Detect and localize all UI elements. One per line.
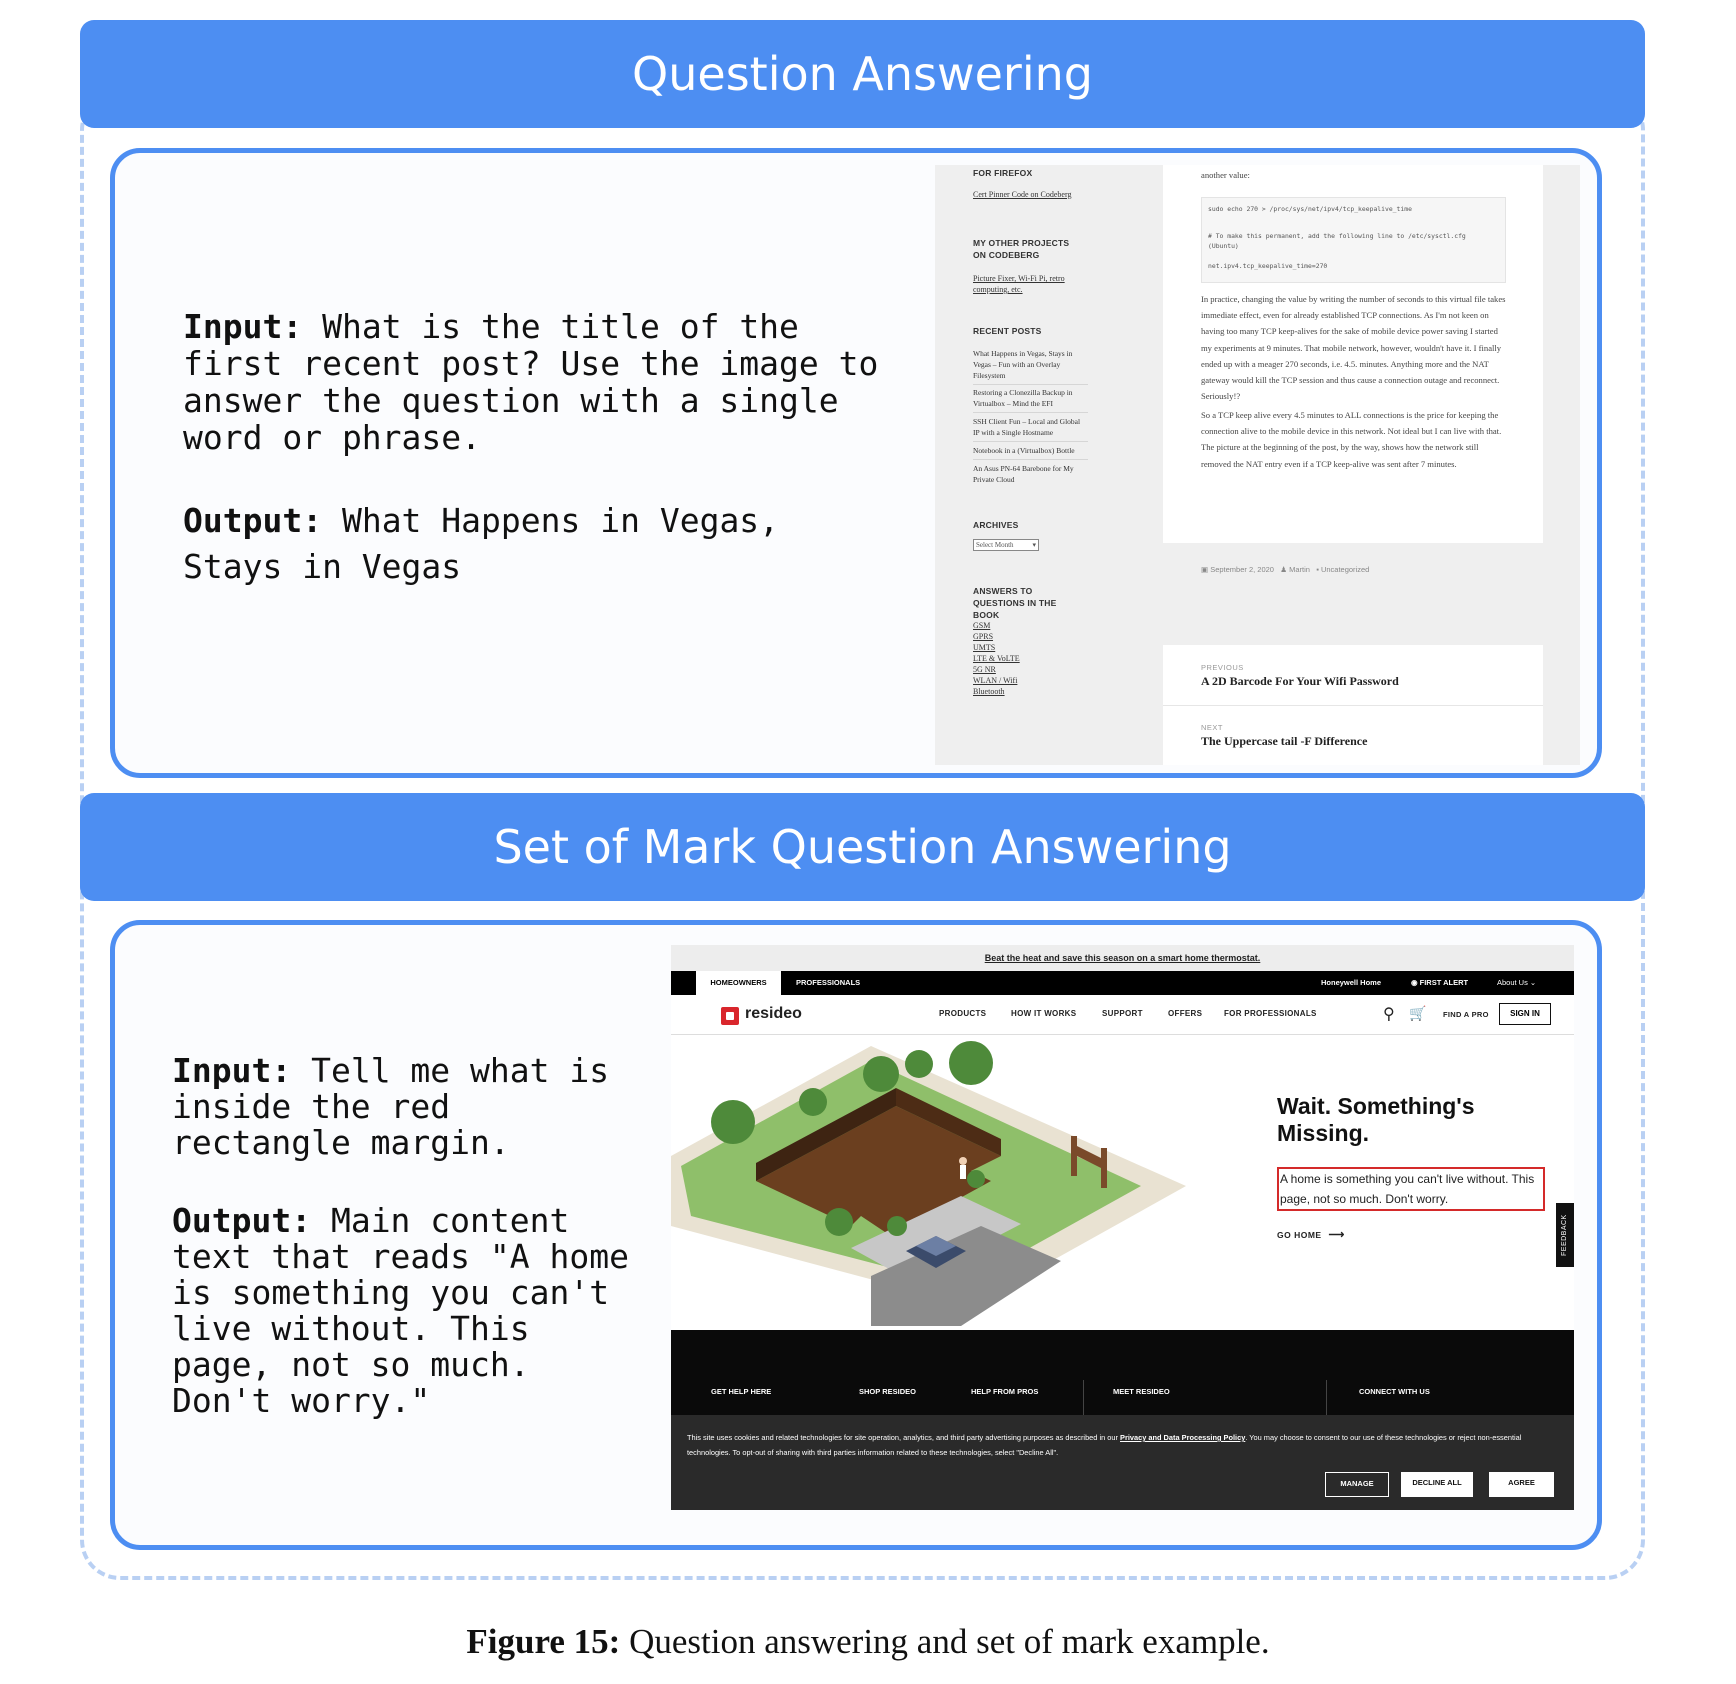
hero-title: Wait. Something's Missing. <box>1277 1093 1475 1146</box>
chevron-down-icon: ▾ <box>1032 541 1036 549</box>
sign-in-button[interactable]: SIGN IN <box>1499 1003 1551 1025</box>
input-text: What is the title of the first recent post? Use the image to answer the question with a single word or phrase. <box>183 307 879 457</box>
qa-input <box>183 308 883 456</box>
output-text: What Happens in Vegas, Stays in Vegas <box>183 501 780 586</box>
nav-divider <box>1163 705 1543 706</box>
output-label: Output: <box>183 501 323 540</box>
cookie-banner <box>671 1415 1574 1510</box>
recent-post-item[interactable]: What Happens in Vegas, Stays in Vegas – Fun with an Overlay Filesystem <box>973 348 1088 385</box>
resideo-screenshot <box>671 945 1574 1510</box>
first-alert-label: FIRST ALERT <box>1419 978 1469 987</box>
banner-title: Question Answering <box>632 47 1093 101</box>
cookie-notice <box>687 1430 1557 1460</box>
resideo-logo-text[interactable]: resideo <box>745 1005 802 1022</box>
recent-post-item[interactable]: Notebook in a (Virtualbox) Bottle <box>973 445 1088 460</box>
resideo-logo-icon[interactable] <box>721 1007 739 1025</box>
tab-homeowners[interactable]: HOMEOWNERS <box>696 971 781 995</box>
main-navbar <box>671 995 1574 1035</box>
nav-for-professionals[interactable]: FOR PROFESSIONALS <box>1224 1009 1317 1018</box>
post-category[interactable]: Uncategorized <box>1320 565 1370 574</box>
input-label: Input: <box>172 1051 292 1090</box>
book-link[interactable]: WLAN / Wifi <box>973 676 1018 685</box>
hero-description: A home is something you can't live without. This page, not so much. Don't worry. <box>1277 1167 1545 1211</box>
code-line: # To make this permanent, add the following line to /etc/sysctl.cfg (Ubuntu) <box>1208 232 1466 250</box>
set-of-mark-banner <box>80 793 1645 901</box>
first-alert-icon: ◉ <box>1411 978 1418 987</box>
nav-how-it-works[interactable]: HOW IT WORKS <box>1011 1009 1077 1018</box>
footer-heading: MEET RESIDEO <box>1113 1387 1170 1396</box>
footer-heading: CONNECT WITH US <box>1359 1387 1430 1396</box>
figure-caption <box>0 1622 1736 1662</box>
nav-products[interactable]: PRODUCTS <box>939 1009 987 1018</box>
manage-button[interactable]: MANAGE <box>1325 1472 1389 1497</box>
som-panel <box>110 920 1602 1550</box>
person <box>959 1157 967 1179</box>
sidebar-link[interactable]: Picture Fixer, Wi-Fi Pi, retro computing, etc. <box>973 274 1065 294</box>
footer-divider <box>1083 1380 1084 1420</box>
footer-heading: HELP FROM PROS <box>971 1387 1039 1396</box>
sidebar-heading: RECENT POSTS <box>973 326 1042 336</box>
calendar-icon: ▣ <box>1201 565 1209 574</box>
prev-post-link[interactable]: A 2D Barcode For Your Wifi Password <box>1201 674 1399 688</box>
next-post-link[interactable]: The Uppercase tail -F Difference <box>1201 734 1368 748</box>
qa-output <box>183 498 883 590</box>
cart-icon[interactable]: 🛒 <box>1409 1005 1427 1021</box>
qa-panel <box>110 148 1602 778</box>
post-meta <box>1201 565 1369 574</box>
input-label: Input: <box>183 307 303 346</box>
recent-post-item[interactable]: An Asus PN-64 Barebone for My Private Cloud <box>973 464 1074 484</box>
book-link[interactable]: GPRS <box>973 632 994 641</box>
sidebar-heading: MY OTHER PROJECTS ON CODEBERG <box>973 238 1070 260</box>
blog-screenshot <box>935 165 1580 765</box>
book-link[interactable]: 5G NR <box>973 665 996 674</box>
audience-bar <box>671 971 1574 995</box>
promo-banner[interactable]: Beat the heat and save this season on a smart home thermostat. <box>671 945 1574 971</box>
cookie-text: This site uses cookies and related technologies for site operation, analytics, and third party advertising purposes as described in our <box>687 1433 1118 1442</box>
privacy-policy-link[interactable]: Privacy and Data Processing Policy <box>1120 1433 1246 1442</box>
tab-professionals[interactable]: PROFESSIONALS <box>796 978 861 987</box>
post-date[interactable]: September 2, 2020 <box>1210 565 1274 574</box>
caption-text: Question answering and set of mark example. <box>629 1622 1270 1661</box>
blog-main <box>1163 165 1543 765</box>
output-text: Main content text that reads "A home is something you can't live without. This page, not so much. Don't worry." <box>172 1201 629 1420</box>
arrow-right-icon: ⟶ <box>1328 1229 1345 1241</box>
recent-post-item[interactable]: Restoring a Clonezilla Backup in Virtualbox – Mind the EFI <box>973 387 1088 413</box>
find-a-pro-link[interactable]: FIND A PRO <box>1443 1010 1489 1019</box>
next-label: NEXT <box>1201 723 1224 732</box>
som-input <box>172 1053 642 1161</box>
caption-label: Figure 15: <box>466 1622 621 1661</box>
post-body-card <box>1163 165 1543 543</box>
qa-text-block <box>183 308 883 632</box>
footer-heading: SHOP RESIDEO <box>859 1387 916 1396</box>
question-answering-banner <box>80 20 1645 128</box>
user-icon: ♟ <box>1280 565 1287 574</box>
som-text-block <box>172 1053 642 1461</box>
recent-post-item[interactable]: SSH Client Fun – Local and Global IP with a Single Hostname <box>973 416 1088 442</box>
honeywell-link[interactable]: Honeywell Home <box>1321 978 1382 987</box>
book-link[interactable]: LTE & VoLTE <box>973 654 1020 663</box>
nav-offers[interactable]: OFFERS <box>1168 1009 1203 1018</box>
code-block <box>1201 197 1506 283</box>
input-text: Tell me what is inside the red rectangle margin. <box>172 1051 610 1162</box>
archive-select-value: Select Month <box>976 541 1014 549</box>
output-label: Output: <box>172 1201 312 1240</box>
code-line: net.ipv4.tcp_keepalive_time=270 <box>1208 262 1328 270</box>
footer-divider <box>1326 1380 1327 1420</box>
post-paragraph: In practice, changing the value by writing the number of seconds to this virtual file takes immediate effect, even for already established TCP connections. As I'm not keen on having too many TCP keep-alives for the sake of mobile device power saving I started my experiments at 9 minutes. That mobile network, however, wouldn't have it. I finally ended up with a meager 270 seconds, i.e. 4.5. minutes. Anything more and the NAT gateway would kill the TCP session and thus cause a connection outage and reconnect. Seriously!? <box>1201 294 1506 402</box>
book-link[interactable]: UMTS <box>973 643 996 652</box>
book-link[interactable]: GSM <box>973 621 991 630</box>
post-author[interactable]: Martin <box>1289 565 1310 574</box>
go-home-link[interactable] <box>1277 1228 1345 1241</box>
missing-house-illustration <box>671 1036 1231 1330</box>
nav-support[interactable]: SUPPORT <box>1102 1009 1143 1018</box>
cookie-text: . You may choose to consent to our use of these technologies or reject non-essential technologies. To opt-out of sharing with third parties information related to these technologies, select "Decline All". <box>687 1433 1522 1457</box>
som-output <box>172 1203 642 1419</box>
prev-label: PREVIOUS <box>1201 663 1244 672</box>
code-line: sudo echo 270 > /proc/sys/net/ipv4/tcp_keepalive_time <box>1208 205 1412 213</box>
sidebar-heading: ARCHIVES <box>973 520 1019 530</box>
sidebar-heading: ANSWERS TO QUESTIONS IN THE BOOK <box>973 586 1057 620</box>
first-alert-link[interactable] <box>1411 971 1468 995</box>
book-link[interactable]: Bluetooth <box>973 687 1005 696</box>
sidebar-heading: FOR FIREFOX <box>973 168 1033 178</box>
archive-select[interactable] <box>973 539 1039 551</box>
sidebar-link[interactable]: Cert Pinner Code on Codeberg <box>973 190 1072 199</box>
feedback-tab[interactable]: FEEDBACK <box>1556 1203 1574 1267</box>
folder-icon: ▪ <box>1316 565 1319 574</box>
post-navigation <box>1163 645 1543 765</box>
search-icon[interactable]: ⚲ <box>1383 1006 1396 1023</box>
go-home-label: GO HOME <box>1277 1230 1322 1240</box>
decline-all-button[interactable]: DECLINE ALL <box>1401 1472 1473 1497</box>
post-intro: another value: <box>1201 170 1250 180</box>
banner-title: Set of Mark Question Answering <box>493 820 1232 874</box>
footer-heading: GET HELP HERE <box>711 1387 772 1396</box>
about-menu[interactable]: About Us ⌄ <box>1497 978 1537 987</box>
post-paragraph: So a TCP keep alive every 4.5 minutes to ALL connections is the price for keeping the connection alive to the mobile device in this network. Not ideal but I can live with that. The picture at the beginning of the post, by the way, shows how the network still removed the NAT entry even if a TCP keep-alive was sent after 7 minutes. <box>1201 410 1502 469</box>
agree-button[interactable]: AGREE <box>1489 1472 1554 1497</box>
